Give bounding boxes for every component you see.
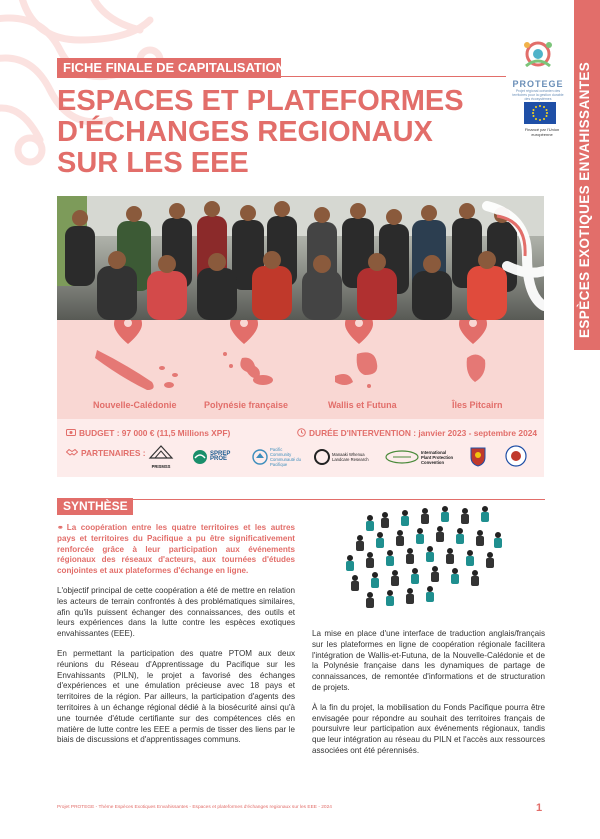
prismss-icon — [148, 445, 174, 459]
partner-name: SPREP PROE — [210, 451, 231, 462]
map-pin-icon — [230, 320, 258, 344]
header-divider — [281, 76, 506, 77]
protege-logo-subtitle: Projet régional océanien des territoires pour la gestion durable des écosystèmes — [512, 89, 564, 101]
synthese-paragraph: La mise en place d'une interface de traduction anglais/français sur les plateformes en ligne de coopération régionale facilitera l'intégration de Wallis-et-Futuna, de la Nouvelle-Calédonie et de la Polynésie française dans les dynamiques de partage de connaissances, de remontée d'informations et de structuration de projets. — [312, 629, 545, 692]
group-photo-banner — [57, 196, 544, 320]
coat-of-arms-icon — [468, 445, 488, 467]
clock-icon — [297, 428, 306, 437]
map-pin-icon — [459, 320, 487, 344]
partner-logo-ippc — [385, 445, 457, 469]
eu-flag-logo — [524, 102, 556, 124]
synthese-left-column — [57, 523, 295, 755]
synthese-divider — [133, 499, 545, 500]
partner-name: International Plant Protection Convention — [421, 449, 454, 465]
partner-logo-spc — [252, 445, 304, 469]
footer-text: Projet PROTEGE - Thème Espèces Exotiques Envahissantes - Espaces et plateformes d'échanges regionaux sur les EEE - 2024 — [57, 805, 332, 810]
partner-name: PRISMSS — [151, 464, 171, 469]
synthese-heading: SYNTHÈSE — [57, 498, 133, 515]
page-number: 1 — [536, 802, 543, 814]
handshake-icon — [66, 448, 78, 456]
protege-logo-word: PROTEGE — [512, 79, 564, 89]
synthese-paragraph: À la fin du projet, la mobilisation du Fonds Pacifique pourra être envisagée pour répondre au souhait des territoires français de poursuivre leur participation aux événements régionaux, tandis que leur intégration au réseau du PILN et l'accès aux ressources associées ont été pérennisés. — [312, 702, 545, 755]
map-pin-icon — [345, 320, 373, 344]
synthese-paragraph: En permettant la participation des quatre PTOM aux deux réunions du Réseau d'Apprentissage du Pacifique sur les Envahissants (PILN), le projet a favorisé des échanges d'expériences et une émulation précieuse avec 18 pays et territoires de la région. Par ailleurs, la participation d'agents des territoires à un échange régional dédié à la biosécurité ainsi qu'à une tournée d'étude certifiante sur des compétences clés en matière de lutte contre les EEE a permis de tisser des liens par le biais de discussions et d'apprentissages communs. — [57, 648, 295, 745]
duration-text: DURÉE D'INTERVENTION : janvier 2023 - septembre 2024 — [309, 428, 538, 438]
territory-label: Nouvelle-Calédonie — [93, 400, 177, 410]
synthese-right-column — [312, 629, 545, 766]
partner-name: Manaaki Whenua Landcare Research — [332, 452, 369, 462]
budget-icon — [66, 428, 76, 437]
synthese-intro — [57, 523, 295, 577]
map-pin-icon — [114, 320, 142, 344]
partner-logo-landcare — [314, 445, 372, 469]
side-band-title: ESPÈCES EXOTIQUES ENVAHISSANTES — [577, 61, 592, 338]
group-formation-photo — [330, 503, 520, 611]
protege-logo — [512, 36, 564, 101]
title-line: SUR LES EEE — [57, 147, 249, 179]
synthese-intro-text: La coopération entre les quatre territoires et les autres pays et territoires du Pacifique a pu être significativement renforcée grâce à leur participation aux événements régionaux des réseaux d'acteurs, aux tournées d'études conjointes et aux plateformes d'échange en ligne. — [57, 523, 295, 576]
budget-text: BUDGET : 97 000 € (11,5 Millions XPF) — [79, 428, 231, 438]
government-seal-icon — [505, 445, 527, 467]
partners-label: PARTENAIRES : — [81, 448, 146, 458]
territory-label: Wallis et Futuna — [328, 400, 397, 410]
eu-stars-icon — [524, 102, 556, 124]
territory-label: Polynésie française — [204, 400, 289, 410]
handshake-icon: ⚭ — [57, 523, 64, 532]
eu-caption: Financé par l'Union européenne — [524, 127, 560, 137]
page-title — [57, 86, 487, 179]
territory-label: Îles Pitcairn — [452, 400, 503, 410]
side-band — [574, 0, 600, 350]
synthese-paragraph: L'objectif principal de cette coopération a été de mettre en relation les acteurs de terrain confrontés à des problématiques similaires, afin qu'ils puissent échanger des connaissances, des outils et leurs expériences dans la lutte contre les espèces exotiques envahissantes (EEE). — [57, 585, 295, 639]
fiche-banner: FICHE FINALE DE CAPITALISATION — [57, 58, 281, 78]
ippc-icon — [385, 450, 419, 464]
title-line: ESPACES ET PLATEFORMES — [57, 85, 464, 117]
group-photo-illustration — [57, 196, 544, 320]
partner-logo-sprep — [192, 445, 234, 469]
landcare-icon — [314, 449, 330, 465]
title-line: D'ÉCHANGES REGIONAUX — [57, 116, 433, 148]
partner-logo-prismss — [148, 445, 174, 469]
protege-logo-icon — [518, 36, 558, 74]
spc-icon — [252, 449, 268, 465]
sprep-icon — [192, 449, 208, 465]
partner-name: Pacific Community Communauté du Pacifique — [270, 447, 301, 467]
